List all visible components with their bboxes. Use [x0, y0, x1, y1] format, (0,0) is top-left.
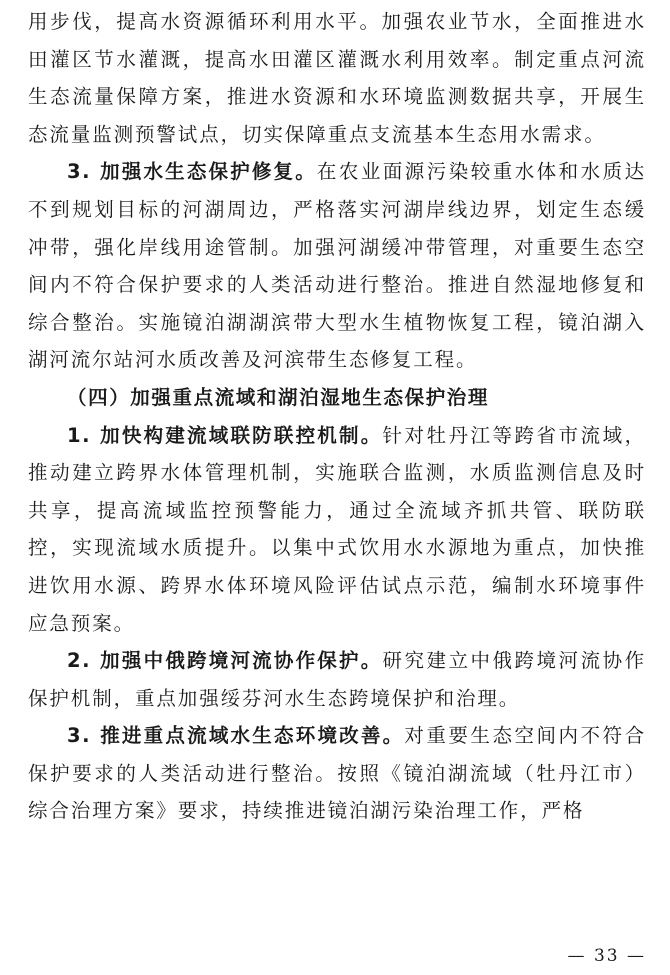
paragraph-key-basin-improvement [28, 717, 646, 830]
paragraph-water-ecology-protection [28, 153, 646, 379]
paragraph-cross-border-river-protection [28, 642, 646, 717]
paragraph-lead-heading: 3. 推进重点流域水生态环境改善。 [67, 724, 405, 748]
section-heading: （四）加强重点流域和湖泊湿地生态保护治理 [67, 385, 490, 409]
paragraph-text: 用步伐，提高水资源循环利用水平。加强农业节水，全面推进水田灌区节水灌溉，提高水田灌区灌溉水利用效率。制定重点河流生态流量保障方案，推进水资源和水环境监测数据共享，开展生态流量监测预警试点，切实保障重点支流基本生态用水需求。 [28, 10, 646, 146]
paragraph-text: 针对牡丹江等跨省市流域，推动建立跨界水体管理机制，实施联合监测，水质监测信息及时共享，提高流域监控预警能力，通过全流域齐抓共管、联防联控，实现流域水质提升。以集中式饮用水水源地为重点，加快推进饮用水源、跨界水体环境风险评估试点示范，编制水环境事件应急预案。 [28, 423, 646, 635]
paragraph-lead-heading: 1. 加快构建流域联防联控机制。 [67, 423, 383, 447]
page-number: — 33 — [567, 946, 646, 966]
paragraph-text: 对重要生态空间内不符合保护要求的人类活动进行整治。按照《镜泊湖流域（牡丹江市）综合治理方案》要求，持续推进镜泊湖污染治理工作，严格 [28, 724, 646, 823]
paragraph-text: 在农业面源污染较重水体和水质达不到规划目标的河湖周边，严格落实河湖岸线边界，划定生态缓冲带，强化岸线用途管制。加强河湖缓冲带管理，对重要生态空间内不符合保护要求的人类活动进行整治。推进自然湿地修复和综合整治。实施镜泊湖湖滨带大型水生植物恢复工程，镜泊湖入湖河流尔站河水质改善及河滨带生态修复工程。 [28, 160, 646, 372]
paragraph-lead-heading: 2. 加强中俄跨境河流协作保护。 [67, 649, 383, 673]
paragraph-lead-heading: 3. 加强水生态保护修复。 [67, 160, 317, 184]
paragraph-text: 研究建立中俄跨境河流协作保护机制，重点加强绥芬河水生态跨境保护和治理。 [28, 649, 646, 710]
document-page [28, 0, 646, 830]
paragraph-joint-prevention-mechanism [28, 417, 646, 643]
paragraph-continued [28, 3, 646, 153]
